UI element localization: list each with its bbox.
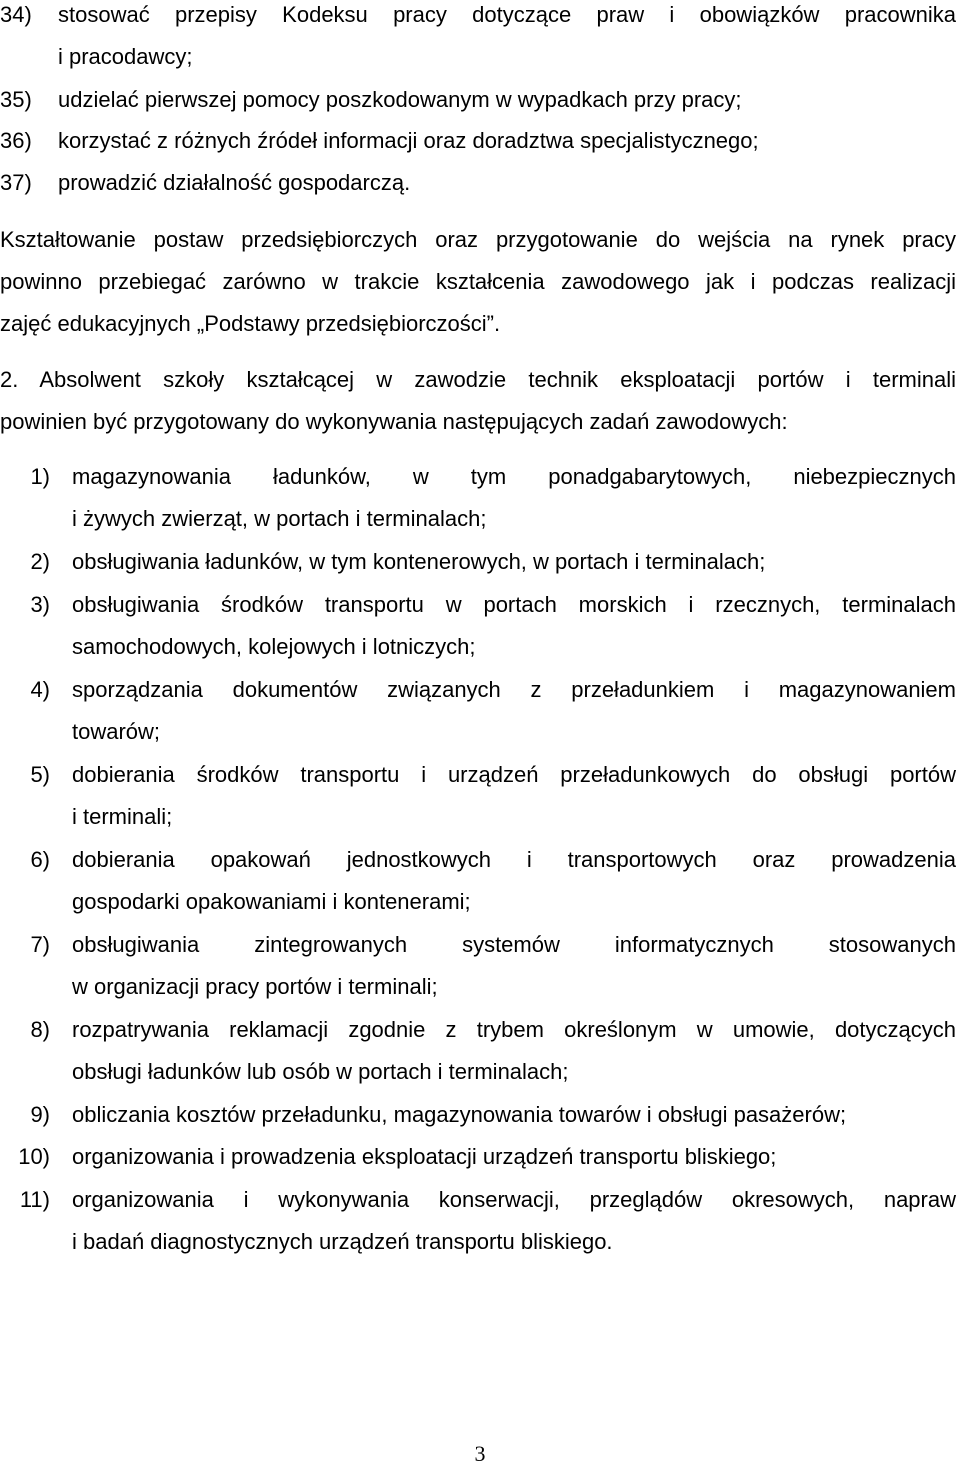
list-item-number: 4): [30, 677, 50, 702]
list-item-number: 36): [0, 128, 32, 153]
list-item-text: i terminali;: [72, 804, 173, 829]
list-item-text: i badań diagnostycznych urządzeń transportu bliskiego.: [72, 1229, 613, 1254]
list-item-text: dobierania opakowań jednostkowych i transportowych oraz prowadzenia: [72, 847, 956, 872]
paragraph-line: Kształtowanie postaw przedsiębiorczych oraz przygotowanie do wejścia na rynek pracy: [0, 227, 956, 252]
section-line: 2. Absolwent szkoły kształcącej w zawodzie technik eksploatacji portów i terminali: [0, 367, 956, 392]
list-item-text: obsługiwania zintegrowanych systemów informatycznych stosowanych: [72, 932, 956, 957]
list-item-number: 35): [0, 87, 32, 112]
list-item-text: stosować przepisy Kodeksu pracy dotyczące praw i obowiązków pracownika: [58, 2, 956, 27]
list-item-text: w organizacji pracy portów i terminali;: [72, 974, 438, 999]
list-item-text: korzystać z różnych źródeł informacji oraz doradztwa specjalistycznego;: [58, 128, 759, 153]
list-item-text: udzielać pierwszej pomocy poszkodowanym w wypadkach przy pracy;: [58, 87, 742, 112]
list-item-number: 3): [30, 592, 50, 617]
list-item-number: 10): [18, 1144, 50, 1169]
list-item-text: i żywych zwierząt, w portach i terminalach;: [72, 506, 487, 531]
list-item-text: samochodowych, kolejowych i lotniczych;: [72, 634, 476, 659]
list-item-text: obsługiwania środków transportu w portach morskich i rzecznych, terminalach: [72, 592, 956, 617]
list-item-text: towarów;: [72, 719, 161, 744]
list-item-text: obsługi ładunków lub osób w portach i terminalach;: [72, 1059, 569, 1084]
list-item-text: magazynowania ładunków, w tym ponadgabarytowych, niebezpiecznych: [72, 464, 956, 489]
list-item-number: 6): [30, 847, 50, 872]
list-item-number: 8): [30, 1017, 50, 1042]
section-line: powinien być przygotowany do wykonywania następujących zadań zawodowych:: [0, 409, 788, 434]
paragraph-line: powinno przebiegać zarówno w trakcie kształcenia zawodowego jak i podczas realizacji: [0, 269, 956, 294]
list-item-number: 5): [30, 762, 50, 787]
page-number: 3: [474, 1441, 486, 1466]
list-item-text: organizowania i prowadzenia eksploatacji urządzeń transportu bliskiego;: [72, 1144, 777, 1169]
list-item-text: i pracodawcy;: [58, 44, 193, 69]
list-item-number: 7): [30, 932, 50, 957]
list-item-number: 37): [0, 170, 32, 195]
list-item-text: obliczania kosztów przeładunku, magazynowania towarów i obsługi pasażerów;: [72, 1102, 847, 1127]
list-item-text: organizowania i wykonywania konserwacji, przeglądów okresowych, napraw: [72, 1187, 956, 1212]
list-item-number: 9): [30, 1102, 50, 1127]
paragraph-line: zajęć edukacyjnych „Podstawy przedsiębiorczości”.: [0, 311, 501, 336]
list-item-text: gospodarki opakowaniami i kontenerami;: [72, 889, 471, 914]
list-item-text: obsługiwania ładunków, w tym kontenerowych, w portach i terminalach;: [72, 549, 766, 574]
list-item-text: prowadzić działalność gospodarczą.: [58, 170, 411, 195]
list-item-number: 2): [30, 549, 50, 574]
list-item-text: rozpatrywania reklamacji zgodnie z trybem określonym w umowie, dotyczących: [72, 1017, 956, 1042]
list-item-text: dobierania środków transportu i urządzeń przeładunkowych do obsługi portów: [72, 762, 956, 787]
list-item-number: 34): [0, 2, 32, 27]
list-item-number: 1): [30, 464, 50, 489]
list-item-number: 11): [19, 1187, 50, 1212]
list-item-text: sporządzania dokumentów związanych z przeładunkiem i magazynowaniem: [72, 677, 956, 702]
